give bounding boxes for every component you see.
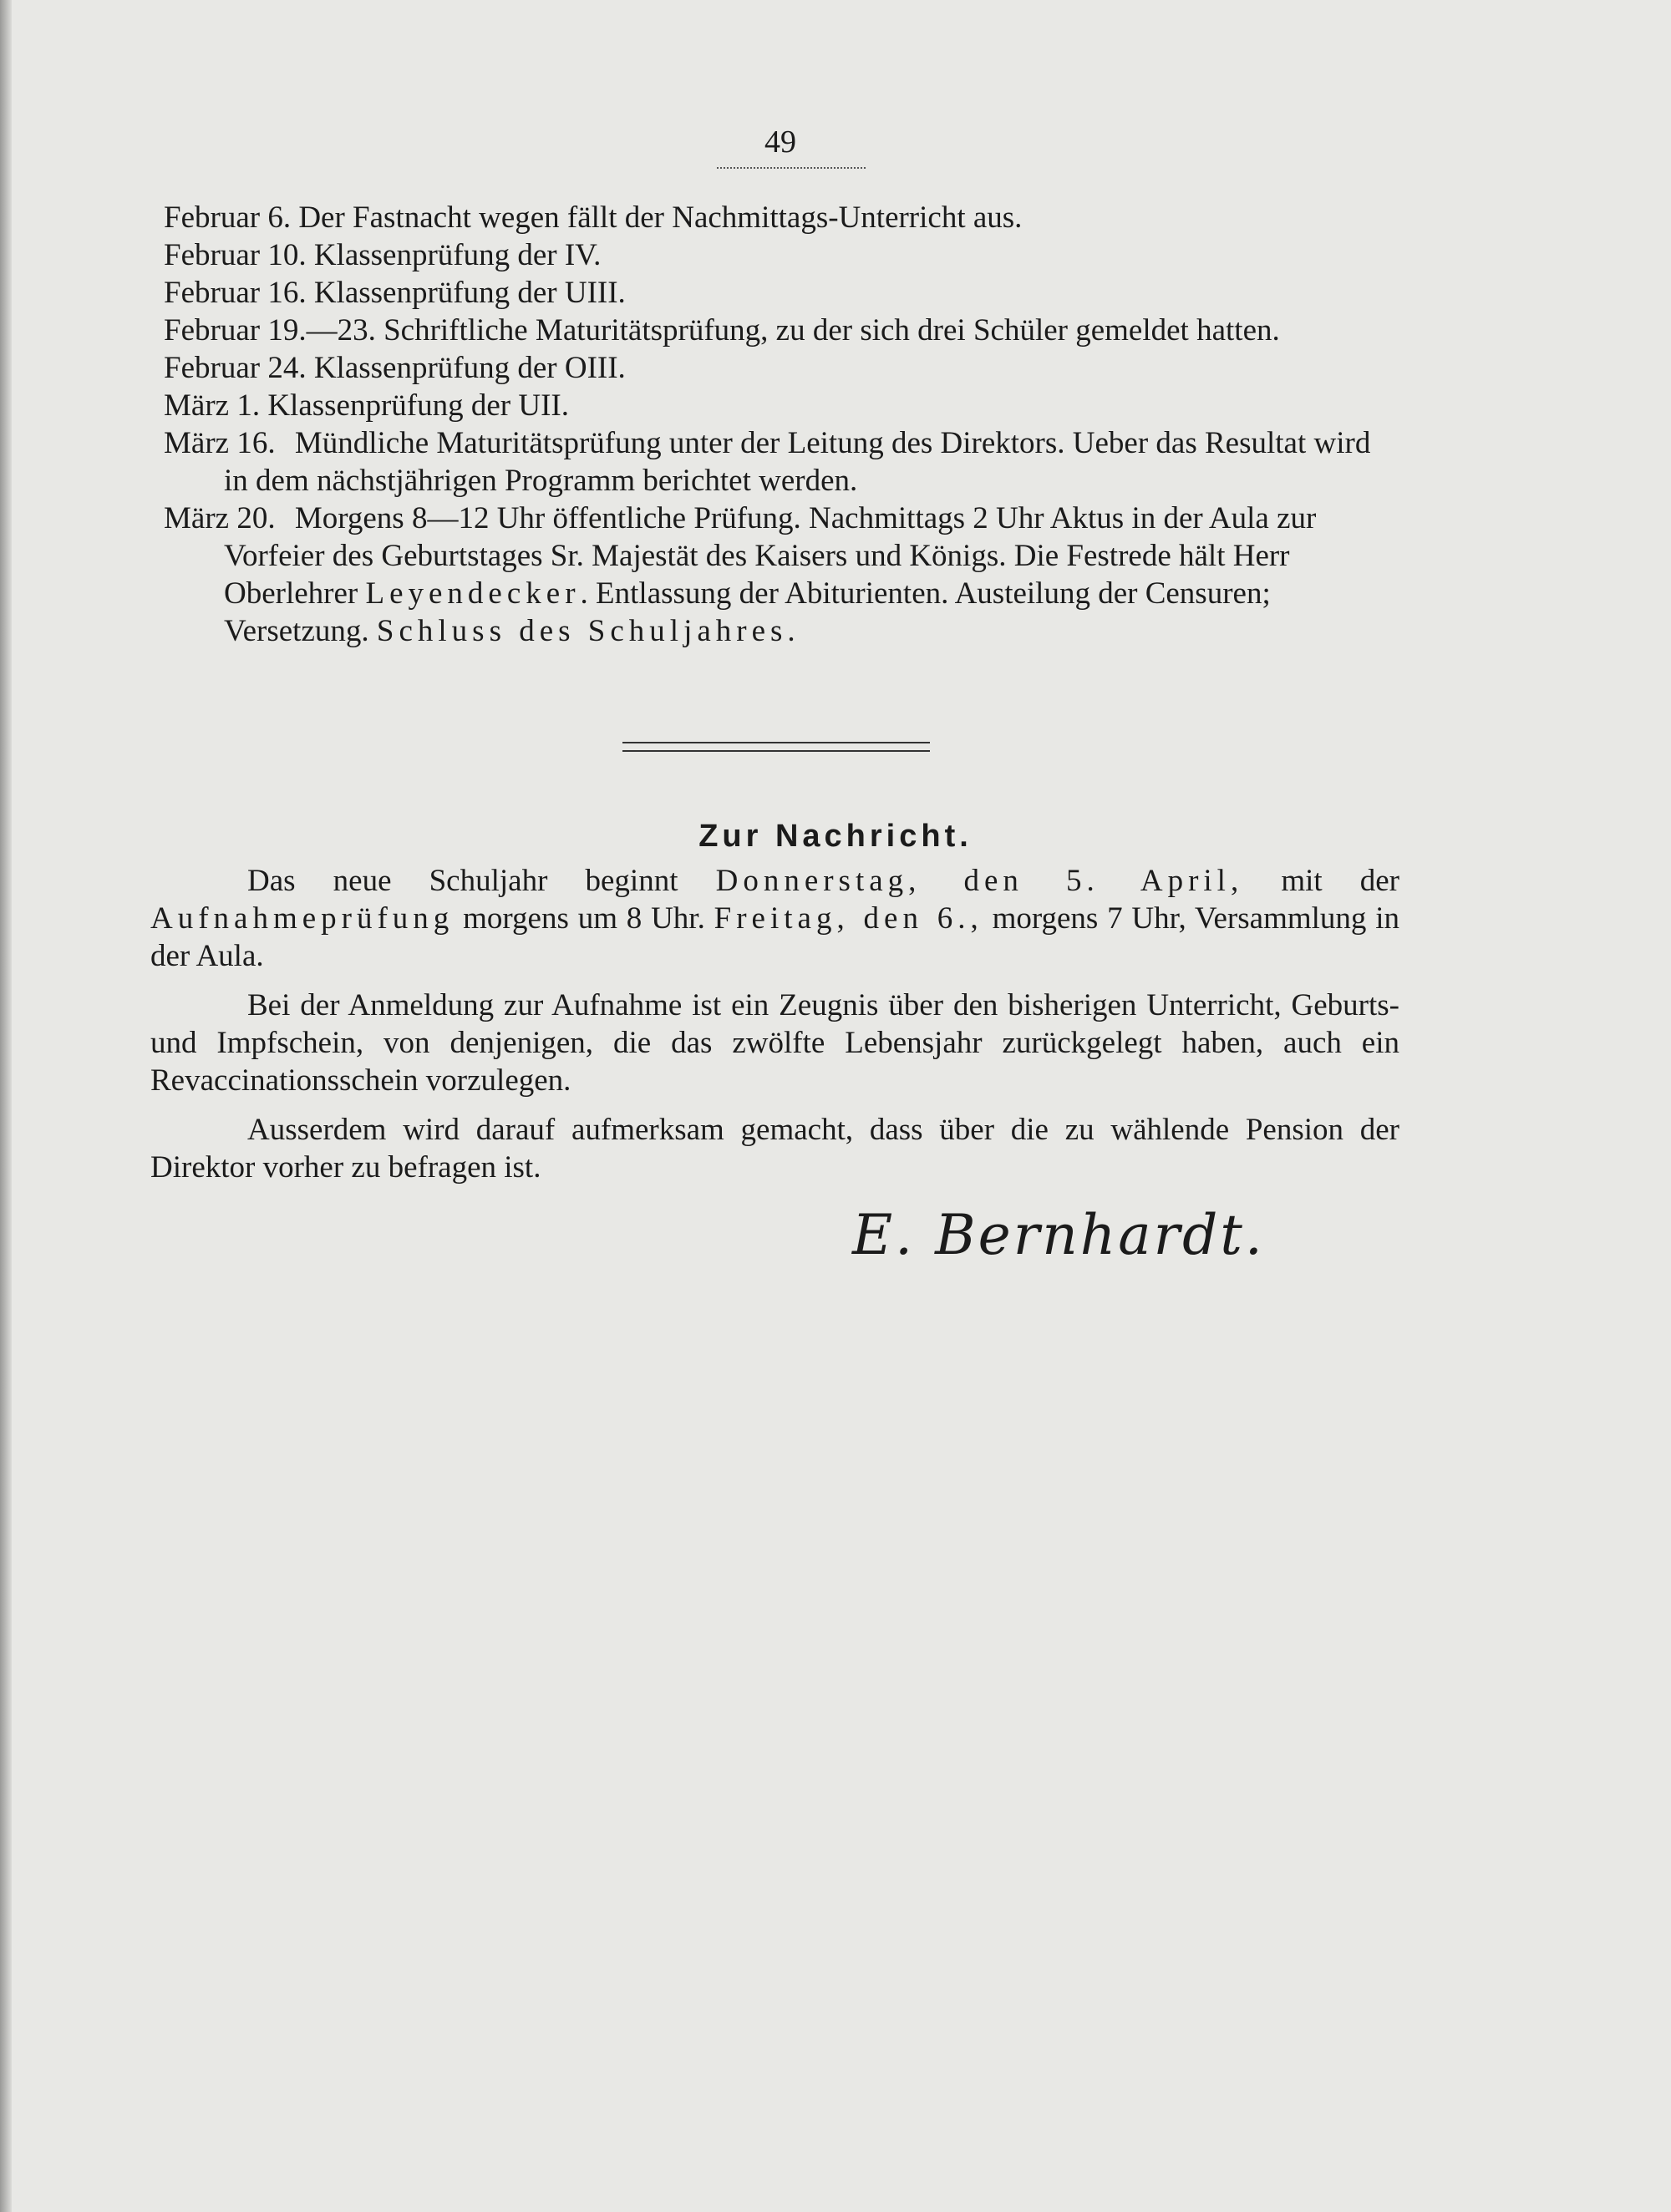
chronicle-entry: [164, 424, 1400, 500]
chronicle-entry: [164, 312, 1400, 349]
entry-date: Februar 24.: [164, 351, 307, 385]
notice-text: morgens 7 Uhr, Versammlung in der Aula.: [150, 901, 1399, 973]
entry-text: Morgens 8—12 Uhr öffentliche Prüfung. Nachmittags 2 Uhr Aktus in der Aula zur Vorfeier des Geburtstages Sr. Majestät des Kaisers und Königs. Die Festrede hält Herr Oberlehrer: [224, 501, 1317, 611]
notice-text: Das neue Schuljahr beginnt: [247, 864, 678, 898]
chronicle-entry: [164, 500, 1400, 650]
notice-emphasis: Aufnahmeprüfung: [150, 901, 455, 936]
signature: E. Bernhardt.: [852, 1203, 1265, 1267]
section-divider: [622, 742, 930, 752]
chronicle-entry: [164, 387, 1400, 424]
notice-emphasis: Freitag, den 6.,: [714, 901, 983, 936]
entry-date: März 16.: [164, 426, 276, 460]
entry-text: Der Fastnacht wegen fällt der Nachmittags-Unterricht aus.: [298, 200, 1023, 235]
chronicle-entry: [164, 349, 1400, 387]
entry-date: Februar 6.: [164, 200, 292, 235]
entry-text-continued: . Entlassung der Abiturienten. Austeilung der Censuren; Versetzung.: [224, 576, 1271, 648]
entry-date: Februar 10.: [164, 238, 307, 272]
notice-paragraph: Ausserdem wird darauf aufmerksam gemacht, dass über die zu wählende Pension der Direktor vorher zu befragen ist.: [150, 1113, 1399, 1185]
notice-paragraph: Bei der Anmeldung zur Aufnahme ist ein Zeugnis über den bisherigen Unterricht, Geburts- und Impfschein, von denjenigen, die das zwölfte Lebensjahr zurückgelegt haben, auch ein Revaccinationsschein vorzulegen.: [150, 988, 1399, 1098]
notice-paragraph: [150, 862, 1399, 975]
notice-heading: Zur Nachricht.: [698, 819, 973, 854]
chronicle-entry: [164, 199, 1400, 236]
page-number: 49: [764, 124, 796, 160]
closing-phrase: Schluss des Schuljahres.: [376, 614, 800, 648]
entry-date: März 20.: [164, 501, 276, 535]
school-chronicle: [164, 199, 1400, 650]
page-number-ornament: [717, 162, 866, 169]
chronicle-entry: [164, 274, 1400, 312]
entry-text: Klassenprüfung der IV.: [313, 238, 602, 272]
notice-body: [150, 862, 1399, 1198]
notice-emphasis: Donnerstag, den 5. April,: [715, 864, 1244, 898]
entry-date: Februar 16.: [164, 276, 307, 310]
entry-text: Mündliche Maturitätsprüfung unter der Leitung des Direktors. Ueber das Resultat wird in dem nächstjährigen Programm berichtet werden.: [224, 426, 1371, 498]
teacher-name: Leyendecker: [365, 576, 581, 611]
entry-text: Klassenprüfung der OIII.: [313, 351, 626, 385]
notice-text: mit der: [1281, 864, 1399, 898]
entry-date: Februar 19.—23.: [164, 313, 376, 348]
entry-date: März 1.: [164, 388, 261, 423]
entry-text: Klassenprüfung der UIII.: [313, 276, 626, 310]
notice-text: morgens um 8 Uhr.: [463, 901, 705, 936]
entry-text: Schriftliche Maturitätsprüfung, zu der sich drei Schüler gemeldet hatten.: [383, 313, 1280, 348]
chronicle-entry: [164, 236, 1400, 274]
entry-text: Klassenprüfung der UII.: [267, 388, 569, 423]
